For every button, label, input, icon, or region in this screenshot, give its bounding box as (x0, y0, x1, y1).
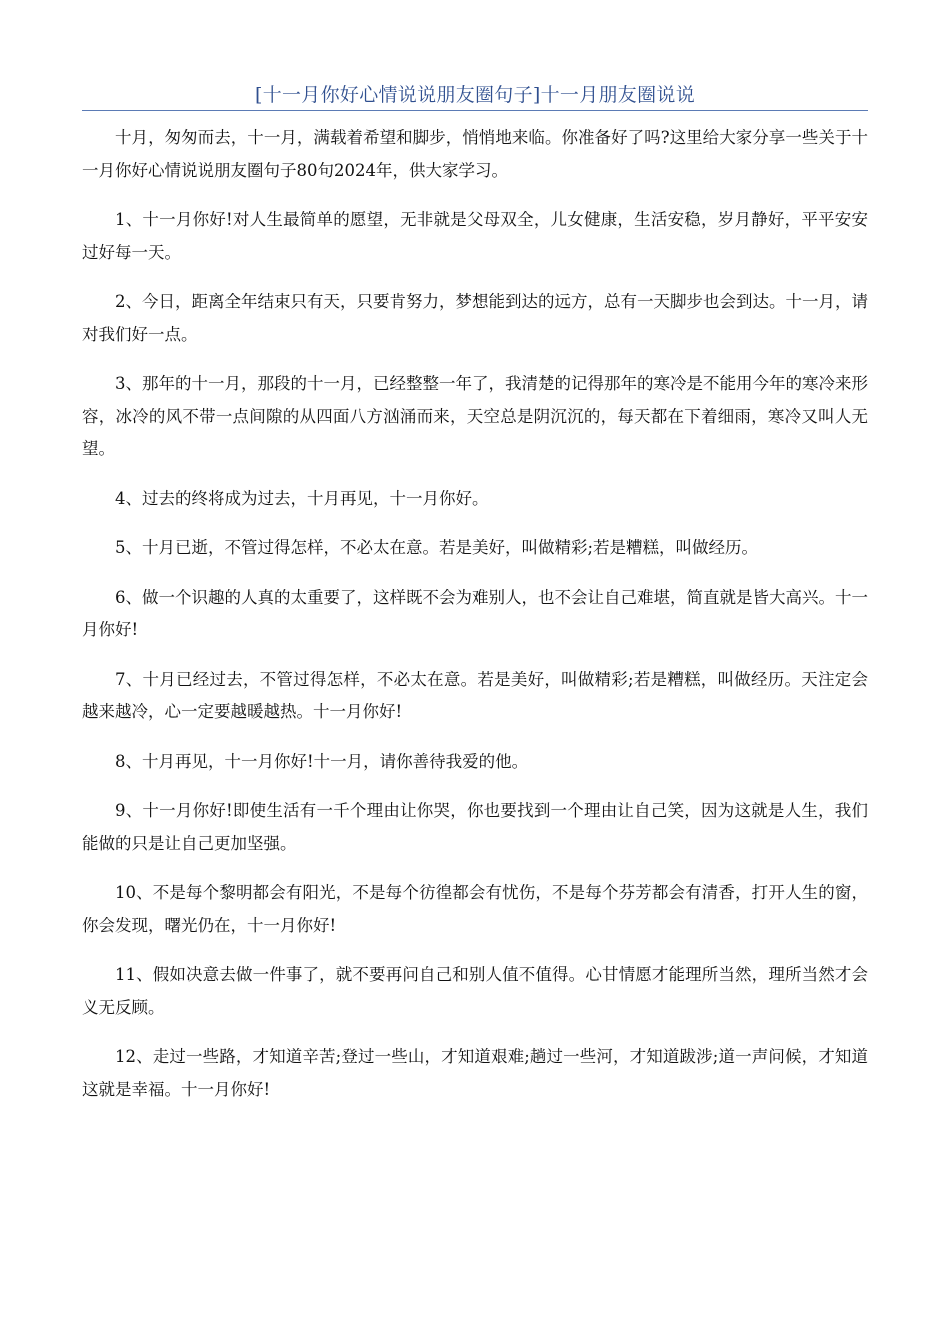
quote-paragraph-1: 1、十一月你好!对人生最简单的愿望，无非就是父母双全，儿女健康，生活安稳，岁月静好，平平安安过好每一天。 (82, 210, 868, 262)
quote-paragraph-8: 8、十月再见，十一月你好!十一月，请你善待我爱的他。 (115, 751, 529, 771)
quote-paragraph-4: 4、过去的终将成为过去，十月再见，十一月你好。 (115, 488, 489, 508)
quote-paragraph-10: 10、不是每个黎明都会有阳光，不是每个彷徨都会有忧伤，不是每个芬芳都会有清香，打开人生的窗，你会发现，曙光仍在，十一月你好! (82, 883, 868, 935)
document-body (82, 122, 868, 1123)
quote-paragraph-7: 7、十月已经过去，不管过得怎样，不必太在意。若是美好，叫做精彩;若是糟糕，叫做经历。天注定会越来越冷，心一定要越暖越热。十一月你好! (82, 669, 868, 721)
intro-paragraph: 十月，匆匆而去，十一月，满载着希望和脚步，悄悄地来临。你准备好了吗?这里给大家分享一些关于十一月你好心情说说朋友圈句子80句2024年，供大家学习。 (82, 128, 868, 180)
quote-paragraph-5: 5、十月已逝，不管过得怎样，不必太在意。若是美好，叫做精彩;若是糟糕，叫做经历。 (115, 538, 759, 557)
quote-paragraph-11: 11、假如决意去做一件事了，就不要再问自己和别人值不值得。心甘情愿才能理所当然，理所当然才会义无反顾。 (82, 965, 868, 1017)
quote-paragraph-12: 12、走过一些路，才知道辛苦;登过一些山，才知道艰难;趟过一些河，才知道跋涉;道一声问候，才知道这就是幸福。十一月你好! (82, 1047, 868, 1099)
title-underline (82, 110, 868, 111)
quote-paragraph-3: 3、那年的十一月，那段的十一月，已经整整一年了，我清楚的记得那年的寒冷是不能用今年的寒冷来形容，冰冷的风不带一点间隙的从四面八方汹涌而来，天空总是阴沉沉的，每天都在下着细雨，寒冷又叫人无望。 (82, 374, 868, 458)
quote-paragraph-2: 2、今日，距离全年结束只有天，只要肯努力，梦想能到达的远方，总有一天脚步也会到达。十一月，请对我们好一点。 (82, 292, 868, 344)
quote-paragraph-6: 6、做一个识趣的人真的太重要了，这样既不会为难别人，也不会让自己难堪，简直就是皆大高兴。十一月你好! (82, 587, 868, 639)
document-title: [十一月你好心情说说朋友圈句子]十一月朋友圈说说 (254, 84, 696, 106)
quote-paragraph-9: 9、十一月你好!即使生活有一千个理由让你哭，你也要找到一个理由让自己笑，因为这就是人生，我们能做的只是让自己更加坚强。 (82, 801, 868, 853)
